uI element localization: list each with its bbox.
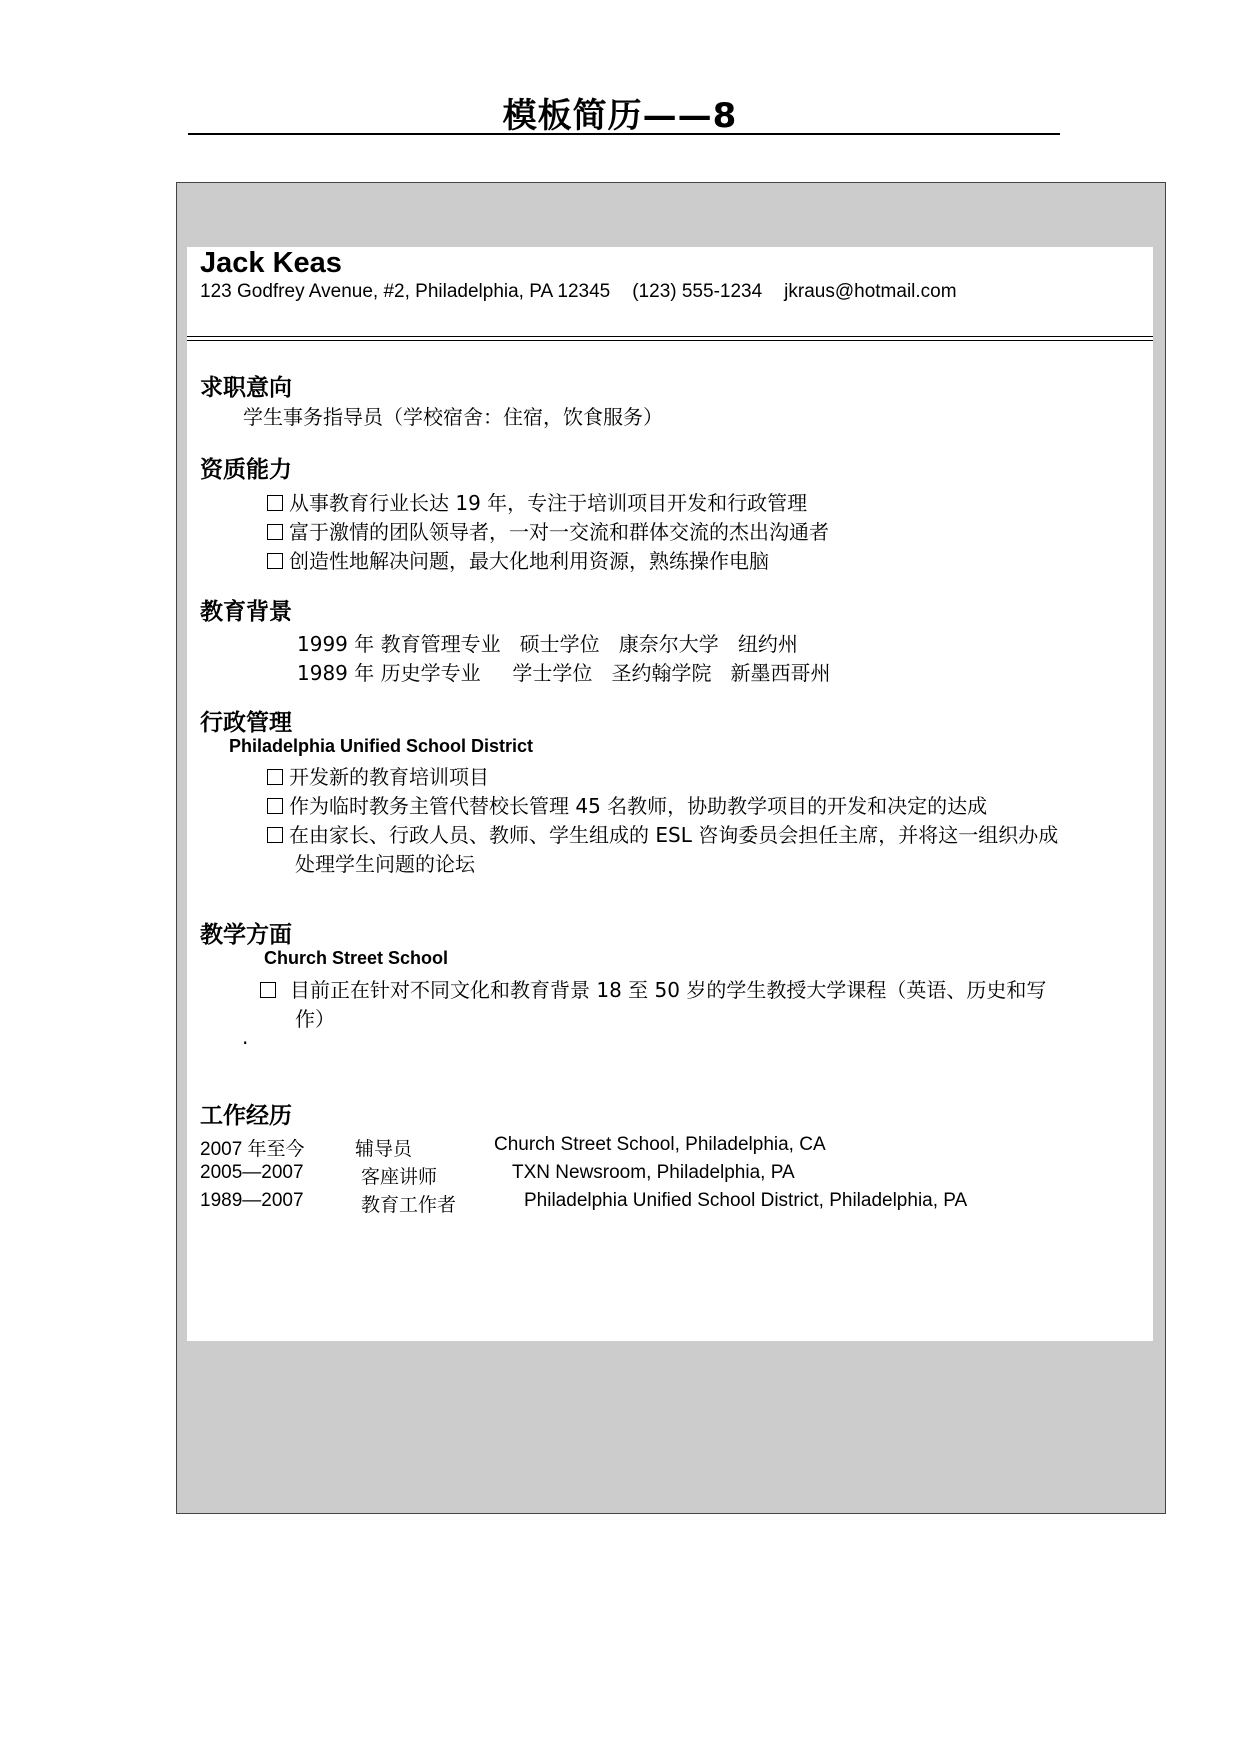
email-text: jkraus@hotmail.com bbox=[784, 281, 957, 302]
objective-heading: 求职意向 bbox=[200, 375, 292, 401]
work-role: 教育工作者 bbox=[361, 1195, 457, 1216]
teaching-continuation: 作） bbox=[295, 1007, 335, 1031]
stray-dot: . bbox=[242, 1025, 249, 1049]
candidate-name: Jack Keas bbox=[200, 247, 342, 279]
education-heading: 教育背景 bbox=[200, 599, 292, 625]
qualification-item bbox=[267, 545, 769, 574]
objective-text: 学生事务指导员（学校宿舍：住宿，饮食服务） bbox=[243, 405, 663, 429]
work-role: 辅导员 bbox=[355, 1139, 413, 1160]
title-underline bbox=[188, 133, 1060, 135]
education-row: 1999 年 教育管理专业 硕士学位 康奈尔大学 纽约州 bbox=[297, 632, 798, 656]
administration-text: 在由家长、行政人员、教师、学生组成的 ESL 咨询委员会担任主席，并将这一组织办成 bbox=[289, 823, 1059, 847]
administration-text: 作为临时教务主管代替校长管理 45 名教师，协助教学项目的开发和决定的达成 bbox=[289, 794, 988, 818]
header-divider bbox=[187, 336, 1153, 341]
administration-item bbox=[267, 790, 987, 819]
checkbox-icon bbox=[267, 495, 283, 511]
teaching-item bbox=[260, 974, 1046, 1003]
education-row: 1989 年 历史学专业 学士学位 圣约翰学院 新墨西哥州 bbox=[297, 661, 831, 685]
administration-org: Philadelphia Unified School District bbox=[229, 736, 534, 756]
work-heading: 工作经历 bbox=[200, 1103, 292, 1129]
qualification-text: 创造性地解决问题，最大化地利用资源，熟练操作电脑 bbox=[289, 549, 769, 573]
address-text: 123 Godfrey Avenue, #2, Philadelphia, PA 12345 bbox=[200, 281, 611, 302]
administration-heading: 行政管理 bbox=[200, 710, 292, 736]
work-period: 1989—2007 bbox=[200, 1190, 304, 1211]
checkbox-icon bbox=[260, 982, 276, 998]
document-title: 模板简历——8 bbox=[502, 96, 738, 136]
administration-item bbox=[267, 761, 489, 790]
teaching-text: 目前正在针对不同文化和教育背景 18 至 50 岁的学生教授大学课程（英语、历史和写 bbox=[290, 978, 1047, 1002]
work-period: 2005—2007 bbox=[200, 1162, 304, 1183]
work-place: TXN Newsroom, Philadelphia, PA bbox=[512, 1162, 795, 1183]
checkbox-icon bbox=[267, 524, 283, 540]
qualification-item bbox=[267, 487, 807, 516]
checkbox-icon bbox=[267, 798, 283, 814]
work-period: 2007 年至今 bbox=[200, 1139, 305, 1160]
qualification-text: 从事教育行业长达 19 年，专注于培训项目开发和行政管理 bbox=[289, 491, 808, 515]
administration-continuation: 处理学生问题的论坛 bbox=[295, 852, 475, 876]
resume-frame bbox=[176, 182, 1166, 1514]
contact-line bbox=[200, 281, 979, 303]
checkbox-icon bbox=[267, 553, 283, 569]
teaching-heading: 教学方面 bbox=[200, 922, 292, 948]
qualification-item bbox=[267, 516, 829, 545]
teaching-org: Church Street School bbox=[264, 948, 449, 968]
work-place: Philadelphia Unified School District, Philadelphia, PA bbox=[524, 1190, 968, 1211]
qualification-text: 富于激情的团队领导者，一对一交流和群体交流的杰出沟通者 bbox=[289, 520, 829, 544]
work-role: 客座讲师 bbox=[361, 1167, 438, 1188]
checkbox-icon bbox=[267, 827, 283, 843]
work-place: Church Street School, Philadelphia, CA bbox=[494, 1134, 826, 1155]
checkbox-icon bbox=[267, 769, 283, 785]
administration-item bbox=[267, 819, 1058, 848]
resume-paper bbox=[187, 247, 1153, 1341]
administration-text: 开发新的教育培训项目 bbox=[289, 765, 489, 789]
qualifications-heading: 资质能力 bbox=[200, 457, 292, 483]
phone-text: (123) 555-1234 bbox=[632, 281, 763, 302]
